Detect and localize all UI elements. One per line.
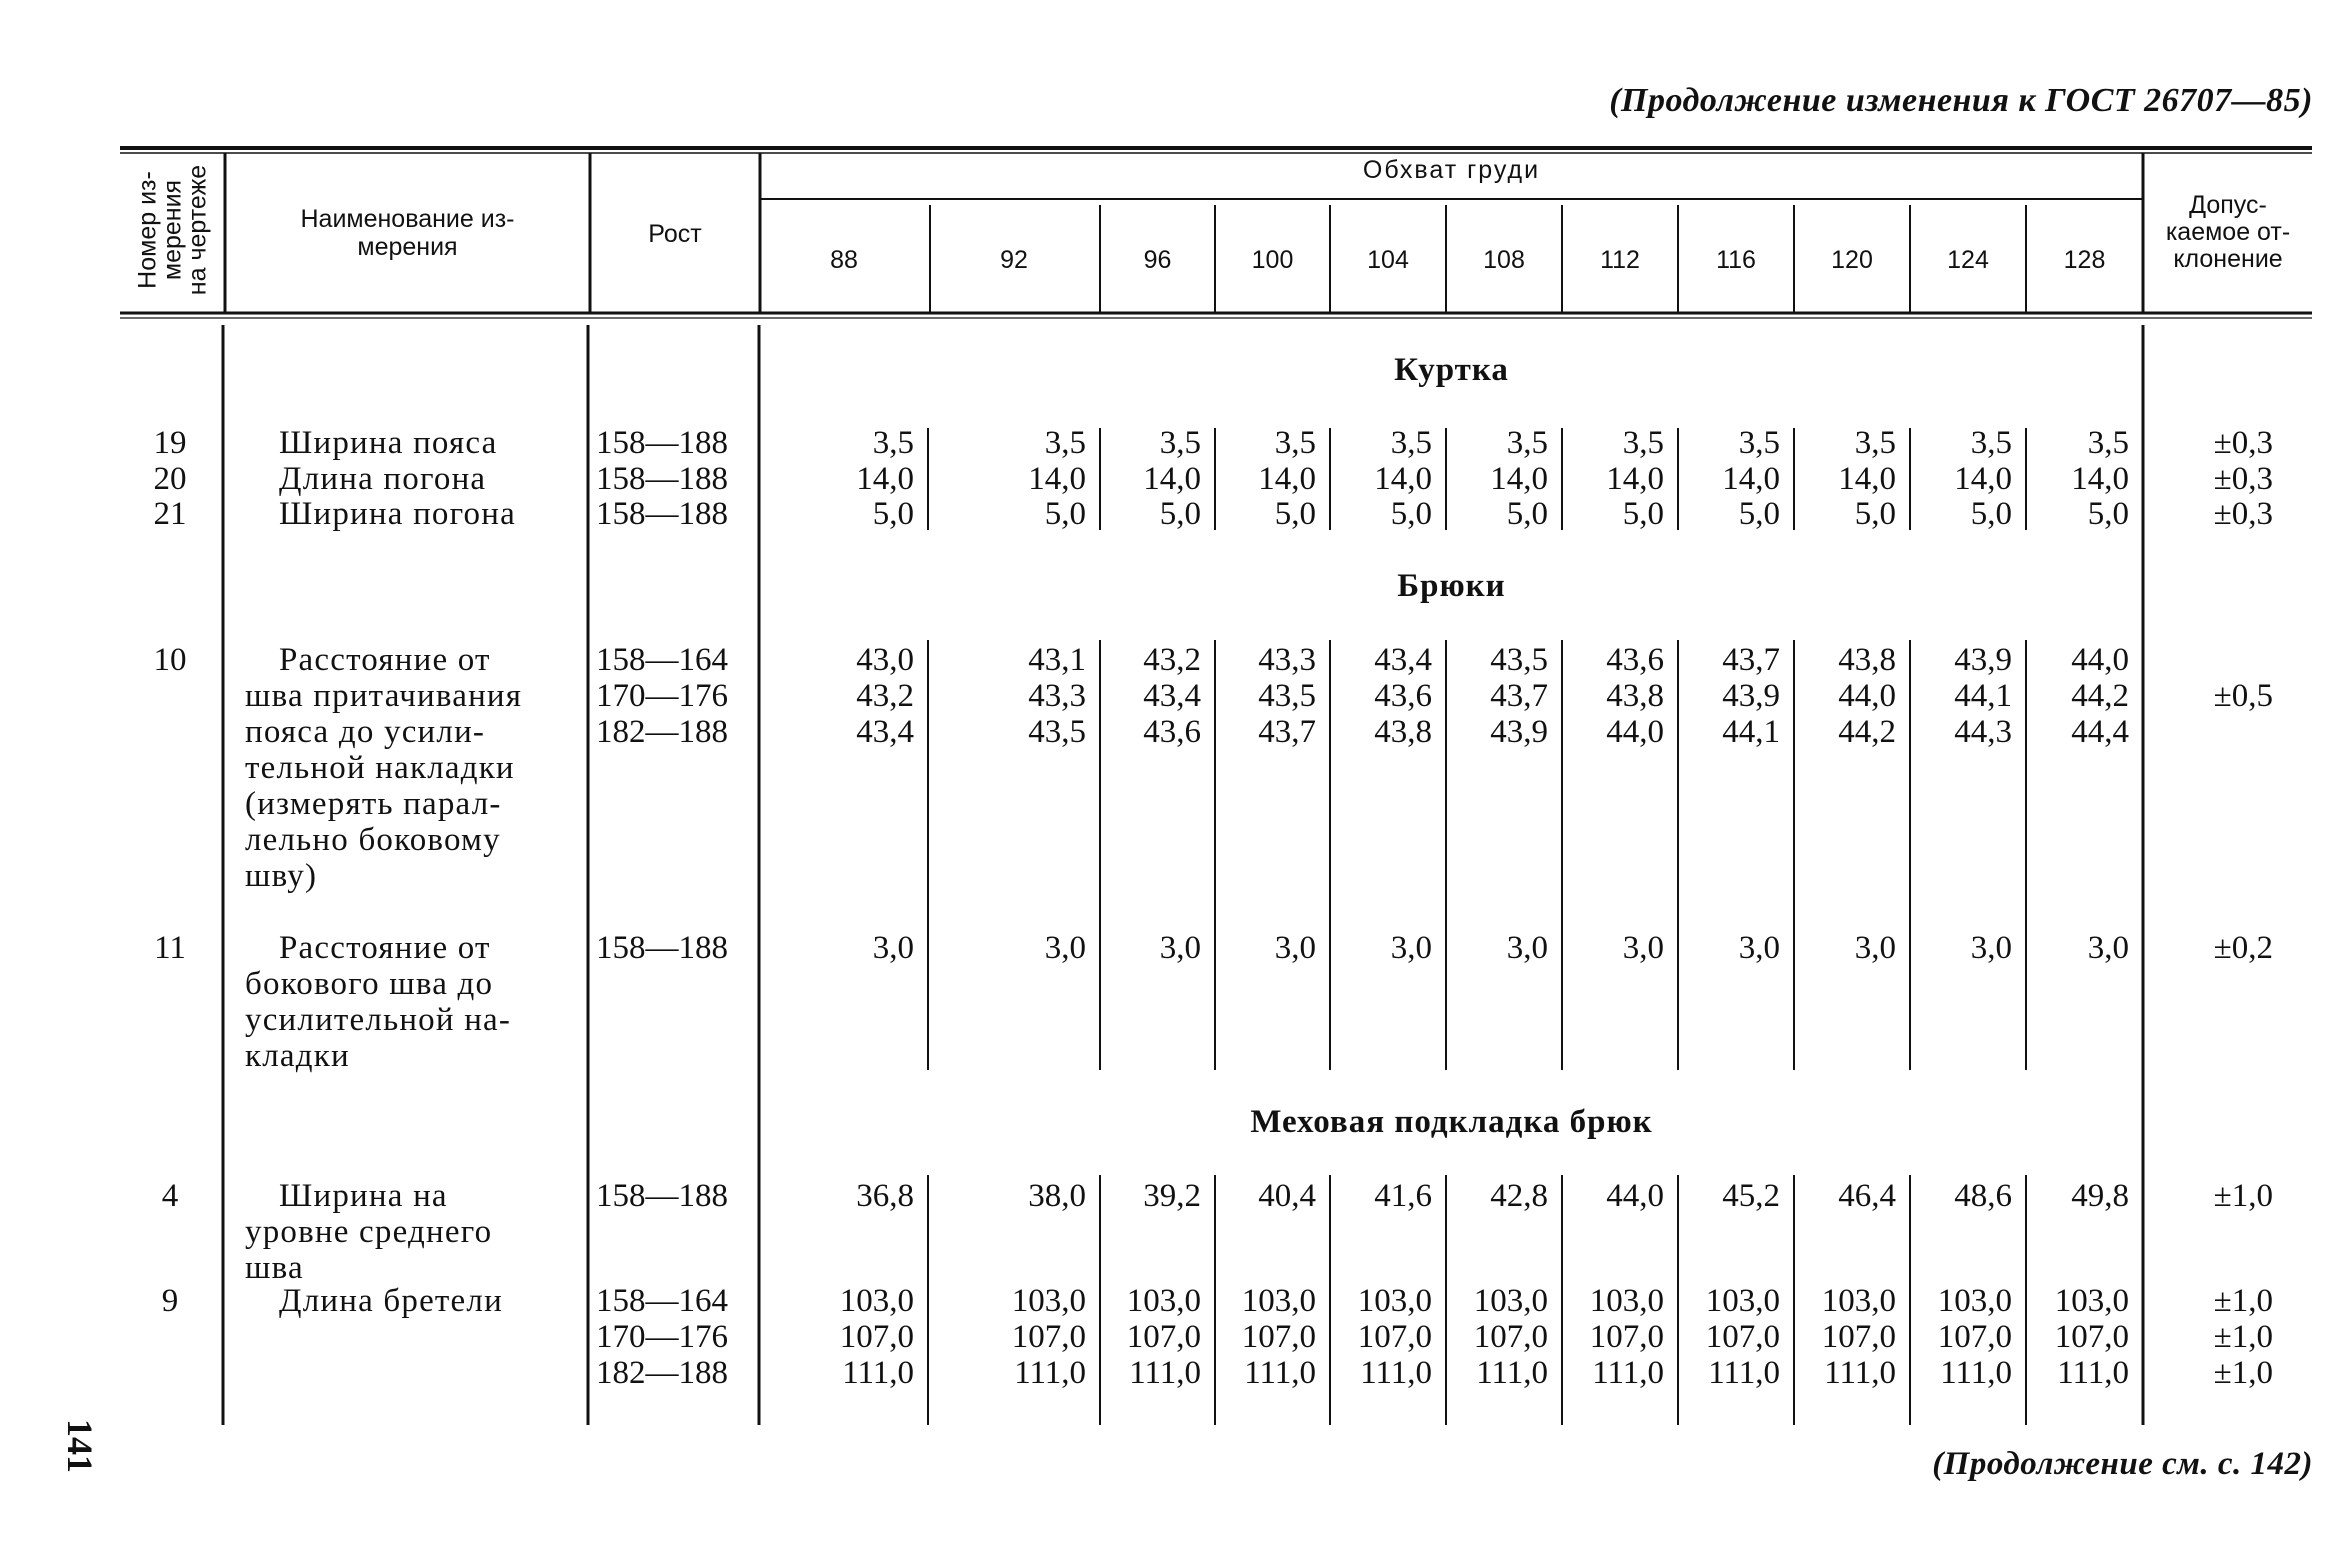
- measurement-value: 44,0: [1606, 1178, 1664, 1214]
- measurement-value: 45,2: [1722, 1178, 1780, 1214]
- measurement-value: 107,0: [1821, 1319, 1896, 1355]
- measurement-value: 39,2: [1143, 1178, 1201, 1214]
- tolerance: ±0,3: [2213, 496, 2273, 532]
- measurement-value: 5,0: [1854, 496, 1896, 532]
- height-range: 158—188: [596, 1178, 728, 1214]
- measurement-value: 107,0: [1705, 1319, 1780, 1355]
- measurement-value: 107,0: [1937, 1319, 2012, 1355]
- measurement-value: 103,0: [1011, 1283, 1086, 1319]
- row-number: 4: [161, 1178, 179, 1214]
- measurement-value: 3,0: [1044, 930, 1086, 966]
- continuation-header: (Продолжение изменения к ГОСТ 26707—85): [1609, 82, 2313, 119]
- measurement-value: 43,6: [1143, 714, 1201, 750]
- measurement-value: 103,0: [2054, 1283, 2129, 1319]
- measurement-value: 43,8: [1374, 714, 1432, 750]
- measurement-value: 43,4: [856, 714, 914, 750]
- chest-size-108: 108: [1483, 246, 1525, 274]
- measurement-value: 103,0: [1821, 1283, 1896, 1319]
- measurement-value: 44,3: [1954, 714, 2012, 750]
- measurement-value: 3,5: [2087, 425, 2129, 461]
- measurement-value: 111,0: [1360, 1355, 1432, 1391]
- chest-size-112: 112: [1600, 246, 1640, 274]
- row-number: 21: [153, 496, 187, 532]
- measurement-value: 5,0: [1274, 496, 1316, 532]
- measurement-value: 3,5: [1970, 425, 2012, 461]
- measurement-value: 36,8: [856, 1178, 914, 1214]
- measurement-value: 41,6: [1374, 1178, 1432, 1214]
- chest-size-92: 92: [1000, 246, 1028, 274]
- measurement-name: Ширина погона: [279, 496, 516, 532]
- tolerance: ±0,2: [2213, 930, 2273, 966]
- measurement-value: 107,0: [1241, 1319, 1316, 1355]
- measurement-value: 103,0: [839, 1283, 914, 1319]
- tolerance: ±0,5: [2213, 678, 2273, 714]
- chest-size-128: 128: [2063, 246, 2106, 274]
- measurement-value: 43,3: [1258, 642, 1316, 678]
- tolerance: ±0,3: [2213, 425, 2273, 461]
- measurement-value: 111,0: [1592, 1355, 1664, 1391]
- measurement-value: 14,0: [856, 461, 914, 497]
- measurement-value: 5,0: [1970, 496, 2012, 532]
- measurement-value: 111,0: [1244, 1355, 1316, 1391]
- measurement-value: 44,2: [1838, 714, 1896, 750]
- row-number: 10: [153, 642, 187, 678]
- measurement-value: 3,0: [1970, 930, 2012, 966]
- measurement-value: 14,0: [1143, 461, 1201, 497]
- measurement-value: 14,0: [2071, 461, 2129, 497]
- measurement-value: 107,0: [1589, 1319, 1664, 1355]
- measurement-value: 111,0: [1940, 1355, 2012, 1391]
- measurement-name: Длина погона: [279, 461, 487, 497]
- measurement-value: 103,0: [1705, 1283, 1780, 1319]
- height-range: 158—188: [596, 461, 728, 497]
- row-number: 20: [153, 461, 187, 497]
- measurement-value: 40,4: [1258, 1178, 1316, 1214]
- measurement-value: 44,0: [1606, 714, 1664, 750]
- measurement-value: 43,5: [1258, 678, 1316, 714]
- chest-size-104: 104: [1367, 246, 1409, 274]
- section-title: Брюки: [1397, 568, 1506, 604]
- measurement-value: 111,0: [2057, 1355, 2129, 1391]
- section-title: Меховая подкладка брюк: [1250, 1104, 1653, 1140]
- measurement-value: 14,0: [1838, 461, 1896, 497]
- measurement-value: 42,8: [1490, 1178, 1548, 1214]
- tolerance: ±1,0: [2213, 1283, 2273, 1319]
- measurement-value: 43,9: [1954, 642, 2012, 678]
- row-number: 9: [161, 1283, 179, 1319]
- measurement-value: 44,4: [2071, 714, 2129, 750]
- measurement-value: 3,0: [1738, 930, 1780, 966]
- tolerance: ±1,0: [2213, 1355, 2273, 1391]
- measurement-value: 43,3: [1028, 678, 1086, 714]
- chest-size-96: 96: [1143, 246, 1172, 274]
- height-range: 158—188: [596, 930, 728, 966]
- measurement-value: 3,0: [1854, 930, 1896, 966]
- measurement-value: 107,0: [1357, 1319, 1432, 1355]
- tolerance: ±1,0: [2213, 1178, 2273, 1214]
- measurement-value: 5,0: [2087, 496, 2129, 532]
- measurement-value: 103,0: [1241, 1283, 1316, 1319]
- measurement-value: 43,5: [1490, 642, 1548, 678]
- measurement-value: 43,9: [1722, 678, 1780, 714]
- measurement-value: 5,0: [872, 496, 914, 532]
- measurement-value: 43,8: [1838, 642, 1896, 678]
- measurement-value: 43,6: [1606, 642, 1664, 678]
- height-range: 158—164: [596, 1283, 728, 1319]
- row-number: 19: [153, 425, 187, 461]
- height-range: 182—188: [596, 1355, 728, 1391]
- measurement-value: 43,8: [1606, 678, 1664, 714]
- measurement-value: 44,2: [2071, 678, 2129, 714]
- measurement-value: 107,0: [1011, 1319, 1086, 1355]
- measurement-value: 5,0: [1622, 496, 1664, 532]
- measurement-name: Ширина пояса: [279, 425, 498, 461]
- measurement-value: 111,0: [1476, 1355, 1548, 1391]
- measurement-value: 14,0: [1606, 461, 1664, 497]
- measurement-value: 3,0: [1159, 930, 1201, 966]
- measurement-value: 43,0: [856, 642, 914, 678]
- measurement-value: 43,6: [1374, 678, 1432, 714]
- chest-size-124: 124: [1947, 246, 1989, 274]
- measurement-value: 3,0: [1622, 930, 1664, 966]
- measurement-value: 111,0: [842, 1355, 914, 1391]
- measurement-value: 44,1: [1954, 678, 2012, 714]
- measurement-value: 43,5: [1028, 714, 1086, 750]
- section-title: Куртка: [1394, 352, 1509, 388]
- measurement-value: 111,0: [1708, 1355, 1780, 1391]
- measurement-value: 5,0: [1738, 496, 1780, 532]
- measurement-value: 43,7: [1490, 678, 1548, 714]
- measurement-value: 38,0: [1028, 1178, 1086, 1214]
- measurement-value: 43,2: [856, 678, 914, 714]
- measurement-value: 103,0: [1937, 1283, 2012, 1319]
- measurement-value: 14,0: [1490, 461, 1548, 497]
- chest-size-116: 116: [1716, 246, 1756, 274]
- measurement-value: 43,7: [1722, 642, 1780, 678]
- measurement-value: 3,0: [1390, 930, 1432, 966]
- measurement-value: 3,0: [872, 930, 914, 966]
- measurement-value: 3,0: [1274, 930, 1316, 966]
- measurement-value: 5,0: [1044, 496, 1086, 532]
- height-range: 170—176: [596, 678, 728, 714]
- measurement-value: 44,1: [1722, 714, 1780, 750]
- chest-size-120: 120: [1831, 246, 1873, 274]
- chest-size-88: 88: [830, 246, 858, 274]
- measurement-value: 14,0: [1374, 461, 1432, 497]
- measurement-value: 43,4: [1374, 642, 1432, 678]
- measurement-value: 14,0: [1954, 461, 2012, 497]
- measurement-value: 46,4: [1838, 1178, 1896, 1214]
- page-number: 141: [60, 1419, 100, 1473]
- measurement-value: 49,8: [2071, 1178, 2129, 1214]
- measurement-value: 107,0: [2054, 1319, 2129, 1355]
- measurement-value: 43,9: [1490, 714, 1548, 750]
- measurement-value: 3,5: [1044, 425, 1086, 461]
- measurement-name: Расстояние от бокового шва до усилительной на- кладки: [245, 930, 512, 1074]
- height-range: 158—188: [596, 425, 728, 461]
- chest-size-100: 100: [1251, 246, 1294, 274]
- tolerance: ±1,0: [2213, 1319, 2273, 1355]
- measurement-value: 3,5: [1622, 425, 1664, 461]
- measurement-value: 3,5: [1506, 425, 1548, 461]
- continuation-footer: (Продолжение см. с. 142): [1932, 1446, 2313, 1482]
- measurement-value: 43,1: [1028, 642, 1086, 678]
- column-header-name: Наименование из- мерения: [300, 205, 515, 261]
- measurement-value: 3,0: [1506, 930, 1548, 966]
- measurement-value: 3,5: [872, 425, 914, 461]
- column-header-tolerance: Допус- каемое от- клонение: [2165, 191, 2291, 273]
- measurement-name: Ширина на уровне среднего шва: [245, 1178, 493, 1286]
- measurement-value: 3,0: [2087, 930, 2129, 966]
- row-number: 11: [154, 930, 186, 966]
- height-range: 158—188: [596, 496, 728, 532]
- measurement-value: 103,0: [1126, 1283, 1201, 1319]
- measurement-value: 3,5: [1390, 425, 1432, 461]
- measurement-value: 3,5: [1159, 425, 1201, 461]
- measurement-value: 14,0: [1258, 461, 1316, 497]
- height-range: 158—164: [596, 642, 728, 678]
- measurement-value: 107,0: [1126, 1319, 1201, 1355]
- height-range: 182—188: [596, 714, 728, 750]
- measurement-name: Расстояние от шва притачивания пояса до усили- тельной накладки (измерять парал- лельно боковому шву): [245, 642, 523, 894]
- measurement-value: 103,0: [1357, 1283, 1432, 1319]
- tolerance: ±0,3: [2213, 461, 2273, 497]
- measurement-value: 3,5: [1738, 425, 1780, 461]
- height-range: 170—176: [596, 1319, 728, 1355]
- measurement-value: 5,0: [1506, 496, 1548, 532]
- measurement-value: 3,5: [1274, 425, 1316, 461]
- measurement-value: 111,0: [1824, 1355, 1896, 1391]
- measurement-value: 43,4: [1143, 678, 1201, 714]
- measurement-value: 111,0: [1129, 1355, 1201, 1391]
- measurement-value: 5,0: [1390, 496, 1432, 532]
- measurement-value: 5,0: [1159, 496, 1201, 532]
- measurement-name: Длина бретели: [279, 1283, 503, 1319]
- measurement-value: 3,5: [1854, 425, 1896, 461]
- measurement-value: 14,0: [1028, 461, 1086, 497]
- measurement-value: 107,0: [839, 1319, 914, 1355]
- column-header-height: Рост: [648, 220, 702, 248]
- measurement-value: 48,6: [1954, 1178, 2012, 1214]
- measurement-value: 44,0: [2071, 642, 2129, 678]
- measurement-value: 103,0: [1589, 1283, 1664, 1319]
- measurement-value: 103,0: [1473, 1283, 1548, 1319]
- measurement-value: 43,2: [1143, 642, 1201, 678]
- measurement-value: 107,0: [1473, 1319, 1548, 1355]
- measurement-value: 43,7: [1258, 714, 1316, 750]
- measurement-value: 111,0: [1014, 1355, 1086, 1391]
- column-header-chest: Обхват груди: [1362, 156, 1541, 184]
- measurement-value: 14,0: [1722, 461, 1780, 497]
- measurement-value: 44,0: [1838, 678, 1896, 714]
